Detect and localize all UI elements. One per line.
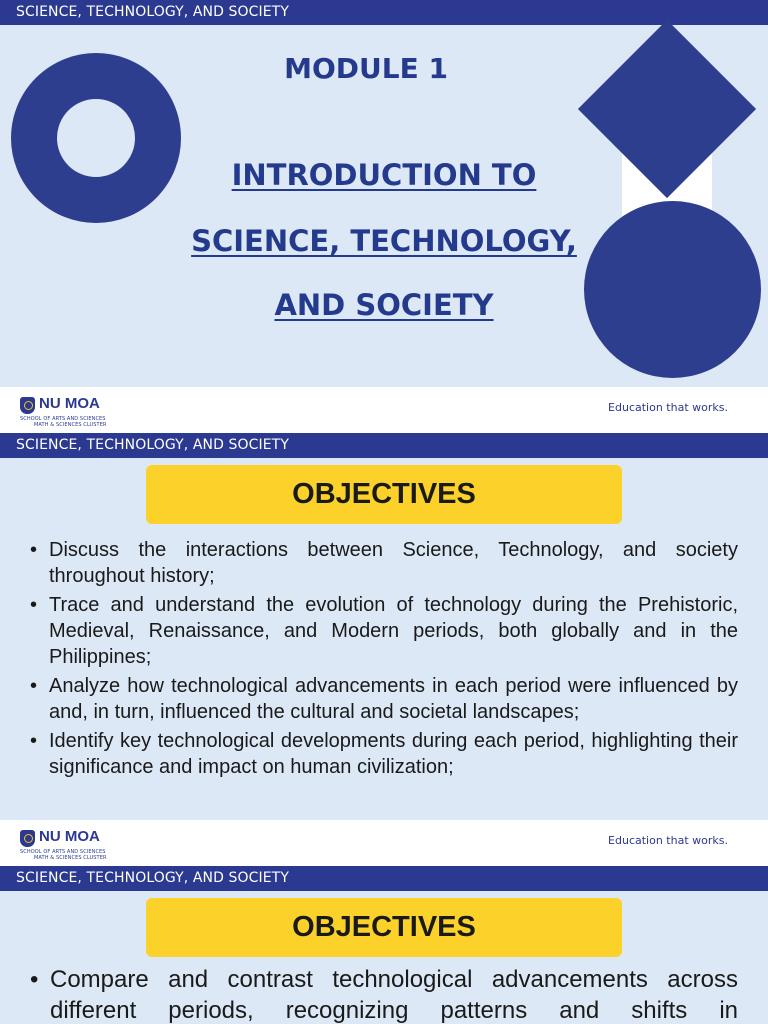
ring-decoration bbox=[11, 53, 181, 223]
objectives-list bbox=[28, 537, 738, 783]
logo-subtitle: SCHOOL OF ARTS AND SCIENCES bbox=[20, 416, 106, 422]
module-title: MODULE 1 bbox=[284, 52, 448, 85]
slide-title-line-3: AND SOCIETY bbox=[274, 288, 494, 322]
logo-name: NU MOA bbox=[39, 395, 100, 412]
slide-objectives-2 bbox=[0, 866, 768, 1024]
list-item: • Analyze how technological advancements in each period were influenced by and, in turn, influenced the cultural and societal landscapes; bbox=[28, 673, 738, 725]
list-item: • Trace and understand the evolution of technology during the Prehistoric, Medieval, Renaissance, and Modern periods, both globally and in the Philippines; bbox=[28, 592, 738, 670]
list-item: • Discuss the interactions between Science, Technology, and society throughout history; bbox=[28, 537, 738, 589]
logo-subtitle-2: MATH & SCIENCES CLUSTER bbox=[34, 422, 107, 428]
course-title-bar: SCIENCE, TECHNOLOGY, AND SOCIETY bbox=[0, 0, 768, 25]
tagline: Education that works. bbox=[608, 401, 728, 414]
slide-footer bbox=[0, 387, 768, 433]
slide-title-line-1: INTRODUCTION TO bbox=[231, 158, 537, 192]
slide-objectives-1 bbox=[0, 433, 768, 866]
objectives-heading: OBJECTIVES bbox=[146, 465, 622, 524]
tagline: Education that works. bbox=[608, 834, 728, 847]
list-item: • Compare and contrast technological advancements across different periods, recognizing patterns and shifts in bbox=[28, 964, 738, 1024]
slide-title-line-2: SCIENCE, TECHNOLOGY, bbox=[191, 224, 577, 258]
objectives-heading: OBJECTIVES bbox=[146, 898, 622, 957]
course-title-bar: SCIENCE, TECHNOLOGY, AND SOCIETY bbox=[0, 433, 768, 458]
slide-footer bbox=[0, 820, 768, 866]
slide-title bbox=[0, 0, 768, 433]
nu-moa-logo bbox=[18, 395, 138, 429]
objectives-list bbox=[28, 964, 738, 1024]
logo-name: NU MOA bbox=[39, 828, 100, 845]
nu-moa-logo bbox=[18, 828, 138, 862]
list-item: • Identify key technological developments during each period, highlighting their significance and impact on human civilization; bbox=[28, 728, 738, 780]
logo-subtitle-2: MATH & SCIENCES CLUSTER bbox=[34, 855, 107, 861]
shield-icon bbox=[20, 830, 35, 847]
logo-subtitle: SCHOOL OF ARTS AND SCIENCES bbox=[20, 849, 106, 855]
course-title-bar: SCIENCE, TECHNOLOGY, AND SOCIETY bbox=[0, 866, 768, 891]
shield-icon bbox=[20, 397, 35, 414]
